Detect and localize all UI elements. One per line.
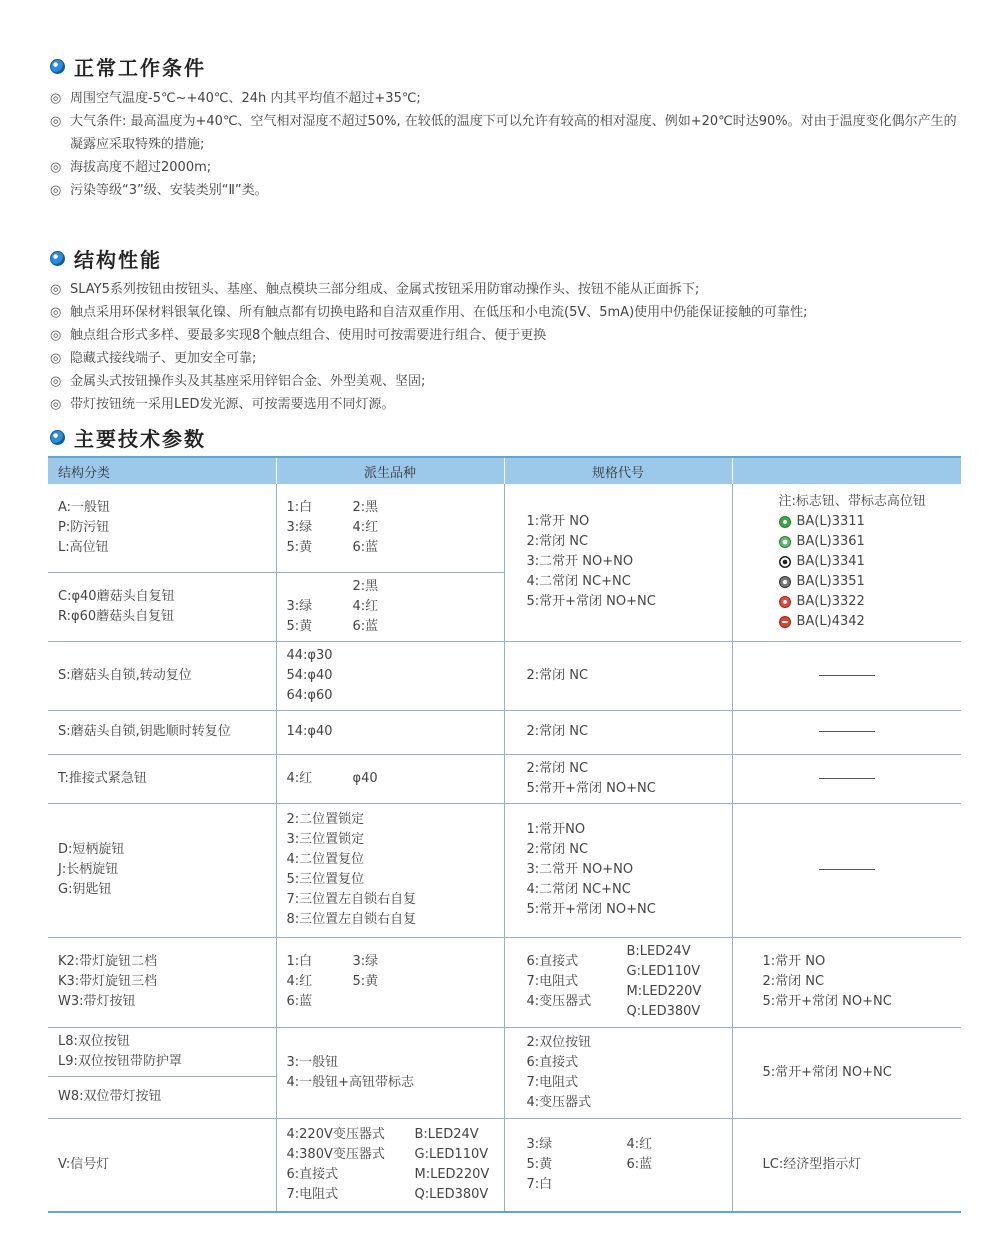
table-cell: K2:带灯旋钮二档 K3:带灯旋钮三档 W3:带灯按钮 xyxy=(48,937,276,1027)
params-table xyxy=(48,456,961,1213)
table-cell xyxy=(732,641,961,710)
table-cell: W8:双位带灯按钮 xyxy=(48,1076,276,1118)
table-cell: S:蘑菇头自锁,钥匙顺时转复位 xyxy=(48,710,276,754)
dash-line xyxy=(819,675,875,676)
list-item: ◎ 海拔高度不超过2000m; xyxy=(50,156,965,179)
green-lamp-icon xyxy=(779,536,791,548)
list-item: ◎ 大气条件: 最高温度为+40℃、空气相对湿度不超过50%, 在较低的温度下可以允许有较高的相对湿度、例如+20℃时达90%。对由于温度变化偶尔产生的凝露应采取特殊的措施; xyxy=(50,110,965,156)
table-row xyxy=(48,710,961,754)
circle-bullet-icon: ◎ xyxy=(50,183,62,198)
list-item: ◎ 隐藏式接线端子、更加安全可靠; xyxy=(50,347,965,370)
table-row xyxy=(48,803,961,937)
lamp-item: BA(L)3311 xyxy=(779,512,952,532)
table-cell: L8:双位按钮 L9:双位按钮带防护罩 xyxy=(48,1027,276,1076)
table-cell: 2:常闭 NC xyxy=(504,641,732,710)
grey-lamp-icon xyxy=(779,576,791,588)
table-cell: 4:红 φ40 xyxy=(276,754,504,803)
table-cell: 3:一般钮 4:一般钮+高钮带标志 xyxy=(276,1027,504,1118)
table-cell: V:信号灯 xyxy=(48,1118,276,1212)
circle-bullet-icon: ◎ xyxy=(50,351,62,366)
circle-bullet-icon: ◎ xyxy=(50,328,62,343)
section-title-params: 主要技术参数 xyxy=(50,423,206,452)
table-cell: S:蘑菇头自锁,转动复位 xyxy=(48,641,276,710)
table-cell: 1:常开 NO 2:常闭 NC 5:常开+常闭 NO+NC xyxy=(732,937,961,1027)
header-cell: 规格代号 xyxy=(504,457,732,484)
table-row xyxy=(48,641,961,710)
table-cell: 2:常闭 NC xyxy=(504,710,732,754)
circle-bullet-icon: ◎ xyxy=(50,91,62,106)
list-item: ◎ 触点采用环保材料银氧化镍、所有触点都有切换电路和自洁双重作用、在低压和小电流(5V、5mA)使用中仍能保证接触的可靠性; xyxy=(50,301,965,324)
table-cell: 5:常开+常闭 NO+NC xyxy=(732,1027,961,1118)
table-cell xyxy=(732,754,961,803)
lamp-item: BA(L)3361 xyxy=(779,532,952,552)
table-cell: D:短柄旋钮 J:长柄旋钮 G:钥匙钮 xyxy=(48,803,276,937)
circle-bullet-icon: ◎ xyxy=(50,397,62,412)
bullet-icon xyxy=(50,251,65,266)
circle-bullet-icon: ◎ xyxy=(50,114,62,129)
table-cell: 3:绿 5:黄 7:白 4:红 6:蓝 xyxy=(504,1118,732,1212)
table-cell: 6:直接式 7:电阻式 4:变压器式 B:LED24V G:LED110V M:LED220V Q:LED380V xyxy=(504,937,732,1027)
table-cell: 2:黑 3:绿 4:红 5:黄 6:蓝 xyxy=(276,572,504,641)
table-row xyxy=(48,484,961,572)
table-cell: 注:标志钮、带标志高位钮 BA(L)3311 BA(L)3361 BA(L)3341 BA(L)3351 BA(L)3322 BA(L)4342 xyxy=(732,484,961,641)
power-symbol-icon xyxy=(779,556,791,568)
table-row xyxy=(48,937,961,1027)
table-cell: 2:双位按钮 6:直接式 7:电阻式 4:变压器式 xyxy=(504,1027,732,1118)
table-cell: 44:φ30 54:φ40 64:φ60 xyxy=(276,641,504,710)
list-item: ◎ 周围空气温度-5℃~+40℃、24h 内其平均值不超过+35℃; xyxy=(50,87,965,110)
table-cell: 1:白 2:黑 3:绿 4:红 5:黄 6:蓝 xyxy=(276,484,504,572)
circle-bullet-icon: ◎ xyxy=(50,374,62,389)
lamp-item: BA(L)4342 xyxy=(779,612,952,632)
table-cell: 1:白 3:绿 4:红 5:黄 6:蓝 xyxy=(276,937,504,1027)
dash-line xyxy=(819,869,875,870)
structure-list xyxy=(50,278,965,416)
circle-bullet-icon: ◎ xyxy=(50,305,62,320)
bullet-icon xyxy=(50,430,65,445)
header-cell xyxy=(732,457,961,484)
section-title-structure: 结构性能 xyxy=(50,244,162,273)
table-cell: 1:常开 NO 2:常闭 NC 3:二常开 NO+NO 4:二常闭 NC+NC 5:常开+常闭 NO+NC xyxy=(504,484,732,641)
lamp-item: BA(L)3341 xyxy=(779,552,952,572)
table-row xyxy=(48,1027,961,1076)
table-cell: 1:常开NO 2:常闭 NC 3:二常开 NO+NO 4:二常闭 NC+NC 5:常开+常闭 NO+NC xyxy=(504,803,732,937)
table-row xyxy=(48,1118,961,1212)
table-cell: T:推接式紧急钮 xyxy=(48,754,276,803)
header-cell: 派生品种 xyxy=(276,457,504,484)
table-header-row xyxy=(48,457,961,484)
circle-bullet-icon: ◎ xyxy=(50,282,62,297)
table-cell: 14:φ40 xyxy=(276,710,504,754)
section-title-working: 正常工作条件 xyxy=(50,52,206,81)
dash-line xyxy=(819,731,875,732)
table-cell: 2:二位置锁定 3:三位置锁定 4:二位置复位 5:三位置复位 7:三位置左自锁右自复 8:三位置左自锁右自复 xyxy=(276,803,504,937)
list-item: ◎ 带灯按钮统一采用LED发光源、可按需要选用不同灯源。 xyxy=(50,393,965,416)
table-cell: C:φ40蘑菇头自复钮 R:φ60蘑菇头自复钮 xyxy=(48,572,276,641)
table-cell: A:一般钮 P:防污钮 L:高位钮 xyxy=(48,484,276,572)
table-row xyxy=(48,754,961,803)
bullet-icon xyxy=(50,59,65,74)
table-cell: 2:常闭 NC 5:常开+常闭 NO+NC xyxy=(504,754,732,803)
table-cell: 4:220V变压器式 4:380V变压器式 6:直接式 7:电阻式 B:LED24V G:LED110V M:LED220V Q:LED380V xyxy=(276,1118,504,1212)
lamp-item: BA(L)3351 xyxy=(779,572,952,592)
red-stop-icon xyxy=(779,616,791,628)
list-item: ◎ SLAY5系列按钮由按钮头、基座、触点模块三部分组成、金属式按钮采用防窜动操作头、按钮不能从正面拆下; xyxy=(50,278,965,301)
table-cell xyxy=(732,710,961,754)
list-item: ◎ 污染等级“3”级、安装类别“Ⅱ”类。 xyxy=(50,179,965,202)
circle-bullet-icon: ◎ xyxy=(50,160,62,175)
header-cell: 结构分类 xyxy=(48,457,276,484)
table-cell: LC:经济型指示灯 xyxy=(732,1118,961,1212)
list-item: ◎ 金属头式按钮操作头及其基座采用锌铝合金、外型美观、坚固; xyxy=(50,370,965,393)
green-lamp-icon xyxy=(779,516,791,528)
lamp-item: BA(L)3322 xyxy=(779,592,952,612)
working-conditions-list xyxy=(50,87,965,202)
red-lamp-icon xyxy=(779,596,791,608)
list-item: ◎ 触点组合形式多样、要最多实现8个触点组合、使用时可按需要进行组合、便于更换 xyxy=(50,324,965,347)
table-cell xyxy=(732,803,961,937)
dash-line xyxy=(819,778,875,779)
